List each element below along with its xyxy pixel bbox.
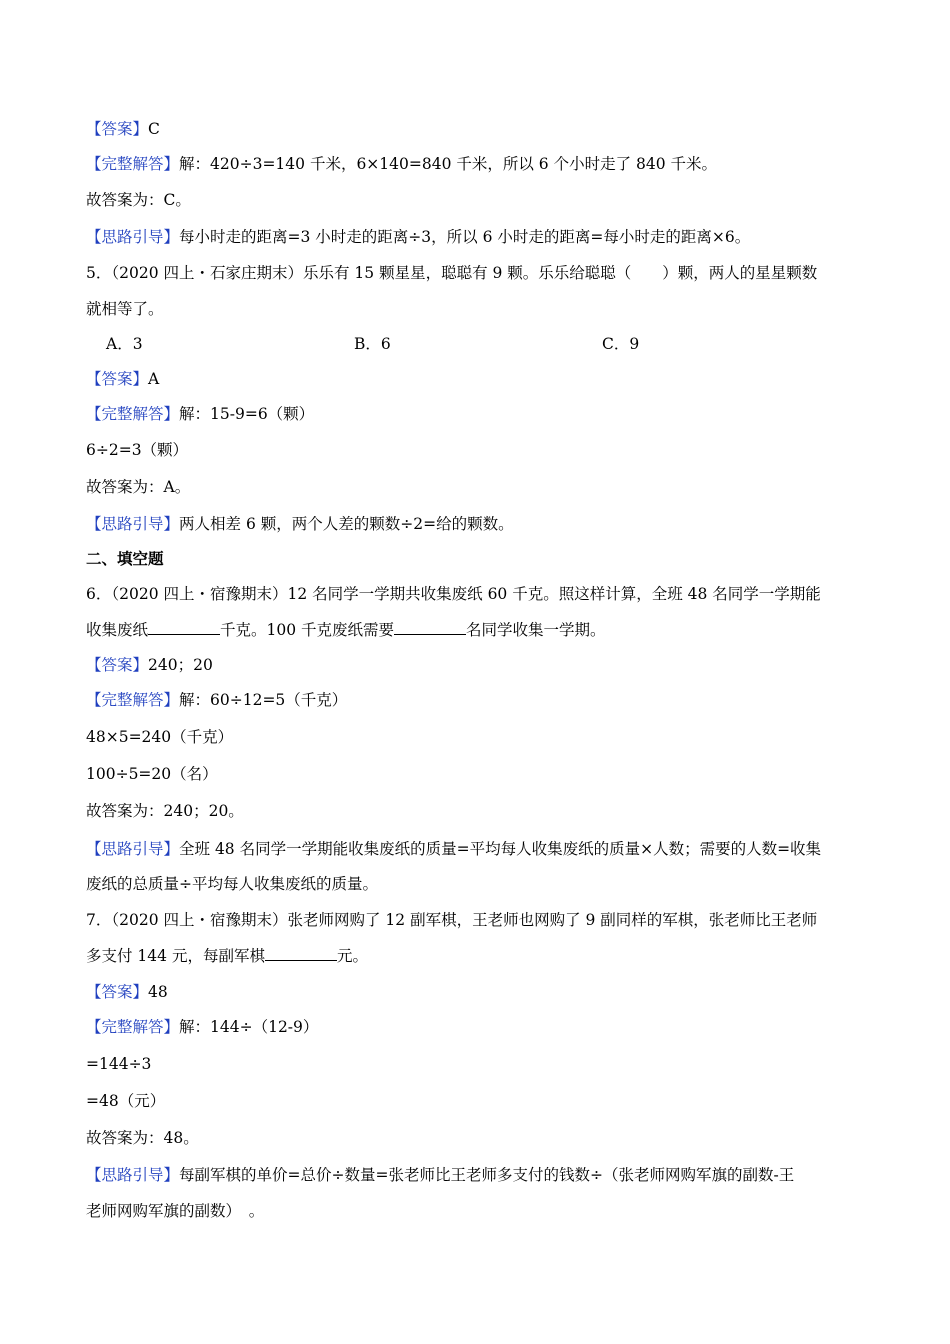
q5-solution-2: 6÷2=3（颗） bbox=[86, 441, 189, 459]
q7-blank[interactable] bbox=[265, 946, 337, 961]
q6-solution-2: 48×5=240（千克） bbox=[86, 728, 234, 746]
q6-stem-line1: 6．（2020 四上・宿豫期末）12 名同学一学期共收集废纸 60 千克。照这样计算，全班 48 名同学一学期能 bbox=[86, 585, 821, 603]
q7-conclusion: 故答案为：48。 bbox=[86, 1129, 199, 1147]
answer-label: 【答案】 bbox=[86, 370, 149, 388]
solution-label: 【完整解答】 bbox=[86, 1018, 180, 1036]
answer-label: 【答案】 bbox=[86, 656, 149, 674]
q7-solution-3: =48（元） bbox=[86, 1092, 166, 1110]
solution-label: 【完整解答】 bbox=[86, 155, 180, 173]
q5-solution-line bbox=[86, 404, 314, 424]
q6-stem-part-a: 收集废纸 bbox=[86, 621, 149, 639]
q5-hint-line bbox=[86, 514, 514, 534]
q4-hint-line bbox=[86, 227, 750, 247]
q7-solution-line bbox=[86, 1017, 318, 1037]
q5-answer-line bbox=[86, 369, 159, 389]
q6-answer: 240；20 bbox=[148, 656, 213, 674]
q6-stem-part-b: 千克。100 千克废纸需要 bbox=[220, 621, 395, 639]
q5-option-b: B．6 bbox=[354, 335, 391, 353]
q4-conclusion: 故答案为：C。 bbox=[86, 191, 191, 209]
q5-conclusion: 故答案为：A。 bbox=[86, 478, 191, 496]
q7-hint-2: 老师网购军旗的副数） 。 bbox=[86, 1202, 265, 1220]
q7-solution-1: 解：144÷（12-9） bbox=[179, 1018, 319, 1036]
q4-solution: 解：420÷3=140 千米，6×140=840 千米，所以 6 个小时走了 840 千米。 bbox=[179, 155, 718, 173]
q6-conclusion: 故答案为：240；20。 bbox=[86, 802, 244, 820]
solution-label: 【完整解答】 bbox=[86, 691, 180, 709]
q6-solution-1: 解：60÷12=5（千克） bbox=[179, 691, 348, 709]
q7-stem-line2 bbox=[86, 946, 368, 966]
q5-answer: A bbox=[148, 370, 160, 388]
hint-label: 【思路引导】 bbox=[86, 1166, 180, 1184]
q6-hint-1: 全班 48 名同学一学期能收集废纸的质量=平均每人收集废纸的质量×人数；需要的人数=收集 bbox=[179, 840, 822, 858]
hint-label: 【思路引导】 bbox=[86, 840, 180, 858]
q7-stem-line1: 7．（2020 四上・宿豫期末）张老师网购了 12 副军棋，王老师也网购了 9 副同样的军棋，张老师比王老师 bbox=[86, 911, 818, 929]
q5-stem-line2: 就相等了。 bbox=[86, 300, 164, 318]
q6-stem-line2 bbox=[86, 620, 606, 640]
q6-answer-line bbox=[86, 655, 213, 675]
q5-hint: 两人相差 6 颗，两个人差的颗数÷2=给的颗数。 bbox=[179, 515, 514, 533]
q6-solution-line bbox=[86, 690, 347, 710]
hint-label: 【思路引导】 bbox=[86, 228, 180, 246]
q6-stem-part-c: 名同学收集一学期。 bbox=[466, 621, 606, 639]
q6-blank-1[interactable] bbox=[148, 620, 220, 635]
q7-stem-part-a: 多支付 144 元，每副军棋 bbox=[86, 947, 265, 965]
q7-hint-1: 每副军棋的单价=总价÷数量=张老师比王老师多支付的钱数÷（张老师网购军旗的副数-王 bbox=[179, 1166, 795, 1184]
q7-answer: 48 bbox=[148, 983, 168, 1001]
q7-hint-line bbox=[86, 1165, 794, 1185]
q5-solution-1: 解：15-9=6（颗） bbox=[179, 405, 315, 423]
q7-answer-line bbox=[86, 982, 168, 1002]
q5-stem-line1: 5．（2020 四上・石家庄期末）乐乐有 15 颗星星，聪聪有 9 颗。乐乐给聪聪（ ）颗，两人的星星颗数 bbox=[86, 264, 818, 282]
q6-solution-3: 100÷5=20（名） bbox=[86, 765, 218, 783]
q4-answer-line bbox=[86, 119, 160, 139]
answer-label: 【答案】 bbox=[86, 120, 149, 138]
q5-option-a: A．3 bbox=[106, 335, 143, 353]
q5-option-c: C．9 bbox=[602, 335, 640, 353]
q4-solution-line bbox=[86, 154, 717, 174]
q7-stem-part-b: 元。 bbox=[336, 947, 368, 965]
answer-label: 【答案】 bbox=[86, 983, 149, 1001]
solution-label: 【完整解答】 bbox=[86, 405, 180, 423]
q6-hint-2: 废纸的总质量÷平均每人收集废纸的质量。 bbox=[86, 875, 378, 893]
q4-hint: 每小时走的距离=3 小时走的距离÷3，所以 6 小时走的距离=每小时走的距离×6。 bbox=[179, 228, 751, 246]
q6-hint-line bbox=[86, 839, 821, 859]
section-title: 二、填空题 bbox=[86, 549, 164, 568]
q4-answer: C bbox=[148, 120, 160, 138]
hint-label: 【思路引导】 bbox=[86, 515, 180, 533]
q7-solution-2: =144÷3 bbox=[86, 1055, 152, 1073]
q6-blank-2[interactable] bbox=[394, 620, 466, 635]
